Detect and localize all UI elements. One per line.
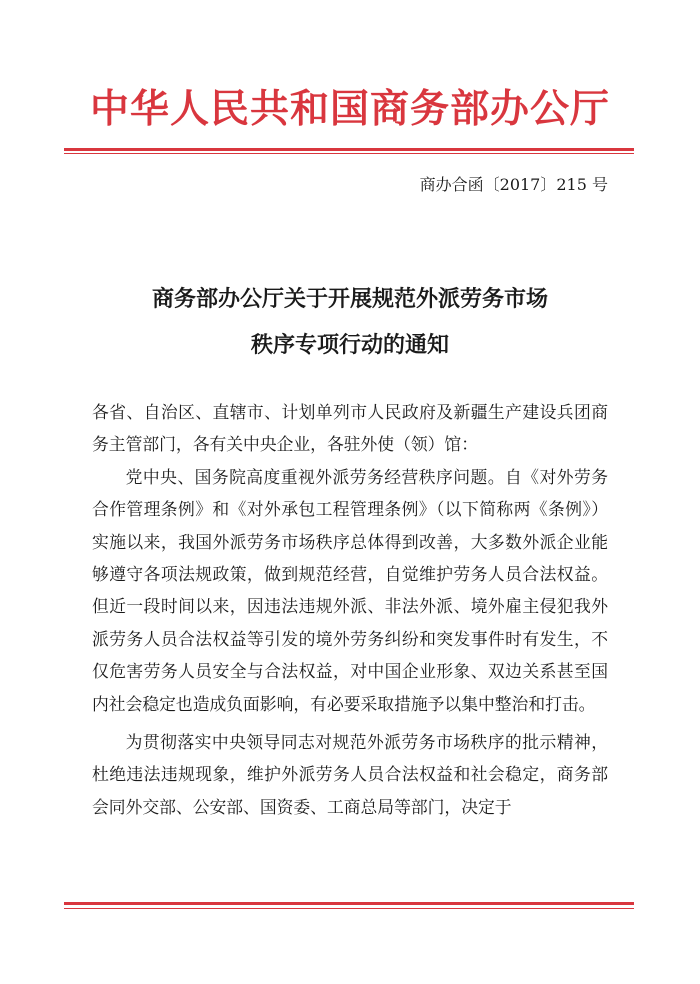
footer-rule-thick [64, 902, 634, 905]
body-paragraph-1: 党中央、国务院高度重视外派劳务经营秩序问题。自《对外劳务合作管理条例》和《对外承包工程管理条例》（以下简称两《条例》）实施以来，我国外派劳务市场秩序总体得到改善，大多数外派企业能够遵守各项法规政策，做到规范经营，自觉维护劳务人员合法权益。但近一段时间以来，因违法违规外派、非法外派、境外雇主侵犯我外派劳务人员合法权益等引发的境外劳务纠纷和突发事件时有发生，不仅危害劳务人员安全与合法权益，对中国企业形象、双边关系甚至国内社会稳定也造成负面影响，有必要采取措施予以集中整治和打击。 [92, 466, 608, 714]
footer-rule-thin [64, 908, 634, 909]
addressee: 各省、自治区、直辖市、计划单列市人民政府及新疆生产建设兵团商务主管部门，各有关中央企业，各驻外使（领）馆： [92, 402, 608, 455]
document-title [0, 276, 700, 368]
title-line-1: 商务部办公厅关于开展规范外派劳务市场 [151, 286, 548, 312]
document-number: 商办合函〔2017〕215 号 [419, 175, 608, 194]
body-paragraph-2: 为贯彻落实中央领导同志对规范外派劳务市场秩序的批示精神，杜绝违法违规现象，维护外派劳务人员合法权益和社会稳定，商务部会同外交部、公安部、国资委、工商总局等部门，决定于 [92, 732, 608, 817]
title-line-2: 秩序专项行动的通知 [250, 332, 449, 358]
header-rule-thick [64, 148, 634, 151]
issuer-heading: 中华人民共和国商务部办公厅 [89, 86, 610, 132]
header-rule-thin [64, 153, 634, 154]
document-body [92, 396, 608, 823]
